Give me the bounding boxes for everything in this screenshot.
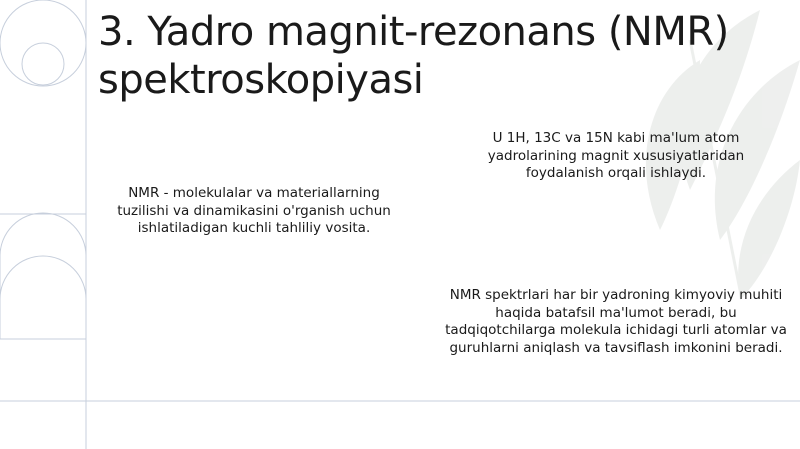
slide-title: 3. Yadro magnit-rezonans (NMR) spektroskopiyasi [98,9,729,103]
paragraph-spectra: NMR spektrlari har bir yadroning kimyoviy muhiti haqida batafsil ma'lumot beradi, bu tadqiqotchilarga molekula ichidagi turli atomlar va guruhlarni aniqlash va tavsiflash imkonini beradi. [445,287,787,356]
paragraph-definition: NMR - molekulalar va materiallarning tuzilishi va dinamikasini o'rganish uchun ishlatiladigan kuchli tahliliy vosita. [117,185,391,236]
paragraph-principle: U 1H, 13C va 15N kabi ma'lum atom yadrolarining magnit xususiyatlaridan foydalanish orqali ishlaydi. [487,130,745,181]
